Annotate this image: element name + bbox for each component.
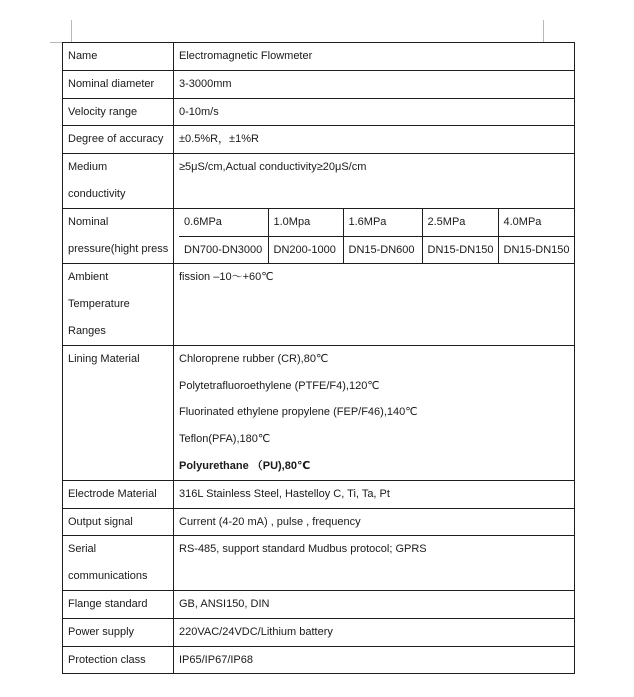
row-medium-conductivity [63, 154, 575, 209]
diameter-row [179, 236, 574, 263]
value-flange-standard: GB, ANSI150, DIN [174, 590, 575, 618]
value-lining-material [174, 345, 575, 480]
row-electrode-material [63, 480, 575, 508]
lining-item: Chloroprene rubber (CR),80℃ [179, 352, 329, 365]
value-electrode-material: 316L Stainless Steel, Hastelloy C, Ti, Ta, Pt [174, 480, 575, 508]
label-line: conductivity [68, 187, 126, 200]
label-name: Name [63, 43, 174, 71]
label-line: Medium [68, 161, 108, 174]
lining-item: Teflon(PFA),180℃ [179, 433, 271, 446]
label-lining-material: Lining Material [63, 345, 174, 480]
row-protection-class [63, 646, 575, 674]
value-ambient-temperature: fission –10～+60℃ [174, 264, 575, 345]
row-flange-standard [63, 590, 575, 618]
row-serial-communications [63, 536, 575, 591]
label-line: pressure(hight press [68, 242, 169, 255]
lining-item: Polytetrafluoroethylene (PTFE/F4),120℃ [179, 379, 380, 392]
pressure-cell: 0.6MPa [179, 209, 268, 236]
value-serial-communications: RS-485, support standard Mudbus protocol; GPRS [174, 536, 575, 591]
row-velocity-range [63, 98, 575, 126]
crop-mark-top-left-vertical [71, 20, 72, 42]
row-name [63, 43, 575, 71]
label-electrode-material: Electrode Material [63, 480, 174, 508]
label-line: Temperature [68, 298, 130, 311]
pressure-cell: 1.0Mpa [268, 209, 343, 236]
diameter-cell: DN15-DN150 [422, 236, 498, 263]
label-power-supply: Power supply [63, 618, 174, 646]
pressure-grid-cell [174, 208, 575, 264]
label-degree-of-accuracy: Degree of accuracy [63, 126, 174, 154]
label-line: Nominal [68, 215, 109, 228]
crop-mark-top-right-vertical [543, 20, 544, 42]
label-protection-class: Protection class [63, 646, 174, 674]
label-velocity-range: Velocity range [63, 98, 174, 126]
diameter-cell: DN700-DN3000 [179, 236, 268, 263]
row-output-signal [63, 508, 575, 536]
diameter-cell: DN200-1000 [268, 236, 343, 263]
row-nominal-diameter [63, 70, 575, 98]
diameter-cell: DN15-DN600 [343, 236, 422, 263]
row-degree-of-accuracy [63, 126, 575, 154]
row-nominal-pressure [63, 208, 575, 264]
value-velocity-range: 0-10m/s [174, 98, 575, 126]
spec-table [62, 42, 575, 674]
label-medium-conductivity [63, 154, 174, 209]
label-serial-communications [63, 536, 174, 591]
label-line: communications [68, 570, 148, 583]
label-ambient-temperature [63, 264, 174, 345]
pressure-grid [179, 209, 574, 264]
label-flange-standard: Flange standard [63, 590, 174, 618]
row-power-supply [63, 618, 575, 646]
label-nominal-diameter: Nominal diameter [63, 70, 174, 98]
value-protection-class: IP65/IP67/IP68 [174, 646, 575, 674]
value-output-signal: Current (4-20 mA) , pulse , frequency [174, 508, 575, 536]
label-output-signal: Output signal [63, 508, 174, 536]
label-line: Ranges [68, 324, 106, 337]
pressure-cell: 1.6MPa [343, 209, 422, 236]
pressure-cell: 2.5MPa [422, 209, 498, 236]
pressure-row [179, 209, 574, 236]
value-degree-of-accuracy: ±0.5%R，±1%R [174, 126, 575, 154]
value-nominal-diameter: 3-3000mm [174, 70, 575, 98]
value-medium-conductivity: ≥5μS/cm,Actual conductivity≥20μS/cm [174, 154, 575, 209]
pressure-cell: 4.0MPa [498, 209, 574, 236]
row-ambient-temperature [63, 264, 575, 345]
lining-item: Fluorinated ethylene propylene (FEP/F46),140℃ [179, 406, 418, 419]
label-line: Ambient [68, 271, 109, 284]
value-power-supply: 220VAC/24VDC/Lithium battery [174, 618, 575, 646]
value-name: Electromagnetic Flowmeter [174, 43, 575, 71]
diameter-cell: DN15-DN150 [498, 236, 574, 263]
lining-item: Polyurethane （PU),80℃ [179, 459, 311, 472]
row-lining-material [63, 345, 575, 480]
label-line: Serial [68, 543, 97, 556]
label-nominal-pressure [63, 208, 174, 264]
